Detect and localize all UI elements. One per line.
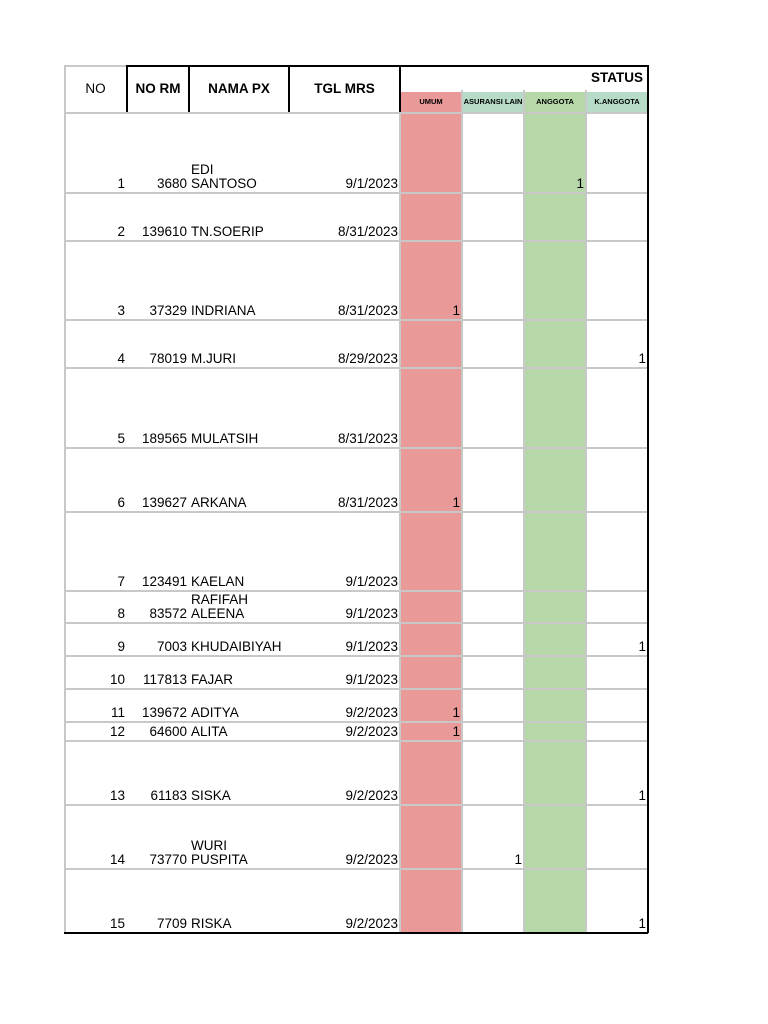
- row-status-asuransi: [462, 319, 524, 367]
- row-tgl-mrs: 9/1/2023: [345, 176, 398, 191]
- row-status-anggota: [524, 721, 586, 740]
- row-status-asuransi: [462, 511, 524, 590]
- row-status-k-anggota: [586, 511, 648, 590]
- row-status-anggota: 1: [576, 176, 584, 191]
- header-tgl-mrs: TGL MRS: [314, 80, 375, 96]
- row-no-rm: 78019: [149, 351, 187, 366]
- right-border: [647, 65, 649, 933]
- row-status-k-anggota: [586, 447, 648, 511]
- row-tgl-mrs: 9/1/2023: [345, 606, 398, 621]
- row-nama-px: M.JURI: [191, 351, 236, 366]
- row-no-rm: 37329: [149, 303, 187, 318]
- row-tgl-mrs: 9/2/2023: [345, 788, 398, 803]
- row-status-umum: 1: [452, 705, 460, 720]
- row-nama-px: FAJAR: [191, 672, 234, 687]
- row-status-asuransi: [462, 367, 524, 447]
- header-no-rm: NO RM: [135, 80, 181, 96]
- column-gridline: [585, 90, 587, 932]
- row-no-rm: 139610: [141, 224, 187, 239]
- row-no-rm: 139627: [141, 495, 187, 510]
- row-status-anggota: [524, 192, 586, 240]
- row-no-rm: 7709: [156, 916, 187, 931]
- row-status-k-anggota: [586, 721, 648, 740]
- row-status-umum: [400, 319, 462, 367]
- row-tgl-mrs: 8/31/2023: [337, 303, 398, 318]
- row-tgl-mrs: 8/31/2023: [337, 431, 398, 446]
- row-status-k-anggota: 1: [638, 916, 646, 931]
- row-status-umum: [400, 804, 462, 868]
- row-tgl-mrs: 9/1/2023: [345, 574, 398, 589]
- row-nama-px: RAFIFAH ALEENA: [191, 592, 249, 621]
- row-status-k-anggota: 1: [638, 788, 646, 803]
- row-gridline: [64, 192, 648, 194]
- row-no: 3: [117, 303, 125, 318]
- row-gridline: [64, 655, 648, 657]
- row-no: 2: [117, 224, 125, 239]
- row-tgl-mrs: 9/1/2023: [345, 672, 398, 687]
- row-status-anggota: [524, 688, 586, 721]
- row-status-asuransi: [462, 447, 524, 511]
- row-gridline: [64, 688, 648, 690]
- row-status-asuransi: [462, 721, 524, 740]
- row-status-anggota: [524, 655, 586, 688]
- row-tgl-mrs: 9/2/2023: [345, 916, 398, 931]
- row-nama-px: KAELAN: [191, 574, 245, 589]
- row-status-anggota: [524, 622, 586, 655]
- row-status-umum: 1: [452, 303, 460, 318]
- row-status-k-anggota: 1: [638, 639, 646, 654]
- row-status-k-anggota: [586, 590, 648, 622]
- row-no: 4: [117, 351, 125, 366]
- header-top-border: [127, 65, 400, 67]
- header-divider: [126, 65, 128, 112]
- subheader-anggota: ANGGOTA: [524, 92, 586, 112]
- header-divider: [188, 65, 190, 112]
- row-no: 6: [117, 495, 125, 510]
- row-status-asuransi: [462, 192, 524, 240]
- row-status-k-anggota: [586, 367, 648, 447]
- row-status-k-anggota: [586, 192, 648, 240]
- row-no-rm: 189565: [141, 431, 187, 446]
- row-status-umum: [400, 112, 462, 192]
- header-status: STATUS: [591, 69, 643, 85]
- row-nama-px: KHUDAIBIYAH: [191, 639, 282, 654]
- row-status-umum: [400, 192, 462, 240]
- row-status-anggota: [524, 740, 586, 804]
- row-no: 13: [109, 788, 125, 803]
- bottom-border: [64, 932, 648, 934]
- row-gridline: [64, 112, 648, 114]
- row-status-asuransi: [462, 655, 524, 688]
- row-no: 5: [117, 431, 125, 446]
- row-status-k-anggota: [586, 240, 648, 319]
- row-no-rm: 73770: [149, 852, 187, 867]
- row-tgl-mrs: 9/2/2023: [345, 705, 398, 720]
- row-no: 8: [117, 606, 125, 621]
- row-gridline: [64, 590, 648, 592]
- header-divider: [288, 65, 290, 112]
- row-status-k-anggota: 1: [638, 351, 646, 366]
- row-gridline: [64, 367, 648, 369]
- row-status-umum: 1: [452, 495, 460, 510]
- row-no-rm: 83572: [149, 606, 187, 621]
- left-gridline: [64, 65, 66, 932]
- row-status-anggota: [524, 804, 586, 868]
- row-no-rm: 61183: [150, 788, 187, 803]
- column-gridline: [399, 90, 401, 932]
- column-gridline: [523, 90, 525, 932]
- row-no-rm: 64600: [149, 724, 187, 739]
- row-status-umum: [400, 868, 462, 932]
- row-status-k-anggota: [586, 655, 648, 688]
- row-status-k-anggota: [586, 112, 648, 192]
- row-no-rm: 7003: [156, 639, 187, 654]
- row-gridline: [64, 804, 648, 806]
- row-status-umum: [400, 655, 462, 688]
- row-no-rm: 139672: [141, 705, 187, 720]
- row-gridline: [64, 868, 648, 870]
- row-nama-px: INDRIANA: [191, 303, 256, 318]
- row-status-umum: 1: [452, 724, 460, 739]
- row-gridline: [64, 511, 648, 513]
- row-gridline: [64, 740, 648, 742]
- row-gridline: [64, 240, 648, 242]
- row-status-anggota: [524, 319, 586, 367]
- row-nama-px: ARKANA: [191, 495, 247, 510]
- row-status-anggota: [524, 511, 586, 590]
- subheader-umum: UMUM: [400, 92, 462, 112]
- row-status-asuransi: [462, 112, 524, 192]
- row-no: 11: [110, 705, 125, 720]
- subheader-asuransi-lain: ASURANSI LAIN: [462, 92, 524, 112]
- row-tgl-mrs: 9/1/2023: [345, 639, 398, 654]
- row-no-rm: 123491: [141, 574, 187, 589]
- row-gridline: [64, 622, 648, 624]
- row-status-umum: [400, 511, 462, 590]
- row-no: 10: [109, 672, 125, 687]
- row-no-rm: 3680: [156, 176, 187, 191]
- row-status-k-anggota: [586, 688, 648, 721]
- row-tgl-mrs: 9/2/2023: [345, 852, 398, 867]
- row-status-anggota: [524, 447, 586, 511]
- row-no: 7: [117, 574, 125, 589]
- row-tgl-mrs: 8/29/2023: [337, 351, 398, 366]
- row-gridline: [64, 721, 648, 723]
- row-status-asuransi: [462, 240, 524, 319]
- row-no-rm: 117813: [142, 672, 187, 687]
- row-no: 1: [117, 176, 125, 191]
- row-status-asuransi: [462, 590, 524, 622]
- row-nama-px: SISKA: [191, 788, 231, 803]
- row-nama-px: MULATSIH: [191, 431, 259, 446]
- row-nama-px: ADITYA: [191, 705, 239, 720]
- row-nama-px: ALITA: [191, 724, 228, 739]
- row-status-anggota: [524, 590, 586, 622]
- row-nama-px: WURI PUSPITA: [191, 838, 248, 867]
- row-status-asuransi: [462, 868, 524, 932]
- row-nama-px: RISKA: [191, 916, 232, 931]
- row-nama-px: EDI SANTOSO: [191, 162, 257, 191]
- row-tgl-mrs: 9/2/2023: [345, 724, 398, 739]
- row-tgl-mrs: 8/31/2023: [337, 224, 398, 239]
- row-no: 15: [109, 916, 125, 931]
- row-status-asuransi: [462, 740, 524, 804]
- row-status-anggota: [524, 868, 586, 932]
- row-status-umum: [400, 740, 462, 804]
- row-status-k-anggota: [586, 804, 648, 868]
- row-status-asuransi: [462, 622, 524, 655]
- row-no: 14: [109, 852, 125, 867]
- row-status-asuransi: 1: [514, 852, 522, 867]
- row-tgl-mrs: 8/31/2023: [337, 495, 398, 510]
- column-gridline: [461, 90, 463, 932]
- header-no: NO: [85, 80, 106, 96]
- row-status-anggota: [524, 367, 586, 447]
- header-divider: [399, 65, 401, 112]
- row-status-asuransi: [462, 688, 524, 721]
- row-nama-px: TN.SOERIP: [191, 224, 264, 239]
- status-top-border: [400, 65, 648, 67]
- row-gridline: [64, 319, 648, 321]
- row-gridline: [64, 447, 648, 449]
- row-no: 9: [117, 639, 125, 654]
- row-status-anggota: [524, 240, 586, 319]
- subheader-k-anggota: K.ANGGOTA: [586, 92, 648, 112]
- header-nama-px: NAMA PX: [208, 80, 270, 96]
- row-status-umum: [400, 622, 462, 655]
- row-status-umum: [400, 367, 462, 447]
- row-status-umum: [400, 590, 462, 622]
- row-no: 12: [109, 724, 125, 739]
